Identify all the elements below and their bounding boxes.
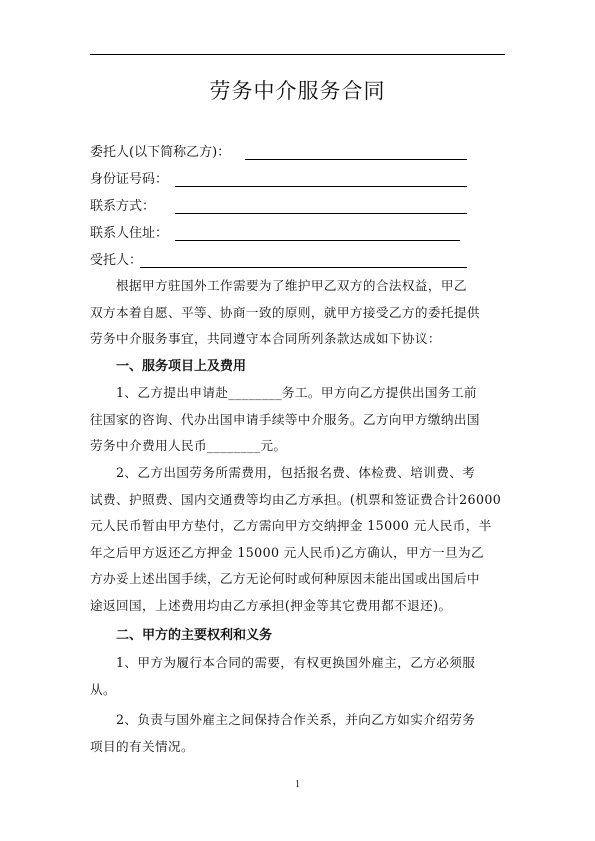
text-line: 元人民币暂由甲方垫付，乙方需向甲方交纳押金 15000 元人民币，半 — [90, 518, 492, 533]
text-line: 方办妥上述出国手续，乙方无论何时或何种原因未能出国或出国后中 — [90, 571, 480, 586]
fill-in-line[interactable] — [175, 186, 467, 187]
fill-in-line[interactable] — [140, 267, 467, 268]
field-id-number — [90, 170, 505, 190]
section-heading: 一、服务项目上及费用 — [116, 359, 247, 374]
text-line: 劳务中介费用人民币________元。 — [90, 438, 287, 453]
text-line: 往国家的咨询、代办出国申请手续等中介服务。乙方向甲方缴纳出国 — [90, 411, 480, 427]
field-label: 联系方式： — [90, 199, 156, 214]
text-line: 2、乙方出国劳务所需费用，包括报名费、体检费、培训费、考 — [116, 465, 476, 480]
document-title: 劳务中介服务合同 — [209, 79, 386, 103]
field-label: 身份证号码： — [90, 172, 169, 187]
text-line: 项目的有关情况。 — [90, 738, 194, 754]
field-label: 联系人住址： — [90, 226, 169, 241]
section-heading: 二、甲方的主要权利和义务 — [116, 628, 273, 643]
text-line: 从。 — [90, 681, 116, 697]
fill-in-line[interactable] — [245, 159, 467, 160]
page-number: 1 — [295, 779, 300, 790]
fill-in-line[interactable] — [175, 213, 467, 214]
text-line: 途返回国，上述费用均由乙方承担(押金等其它费用都不退还)。 — [90, 597, 452, 613]
fill-in-line[interactable] — [175, 240, 460, 241]
text-line: 试费、护照费、国内交通费等均由乙方承担。(机票和签证费合计26000 — [90, 491, 502, 507]
text-line: 年之后甲方返还乙方押金 15000 元人民币)乙方确认，甲方一旦为乙 — [90, 544, 485, 560]
text-line: 1、乙方提出申请赴________务工。甲方向乙方提供出国务工前 — [116, 385, 477, 400]
intro-paragraph — [90, 273, 505, 353]
field-client — [90, 143, 505, 163]
field-trustee — [90, 251, 505, 271]
field-address — [90, 224, 505, 244]
text-line: 双方本着自愿、平等、协商一致的原则，就甲方接受乙方的委托提供 — [90, 304, 480, 320]
clause-2-1 — [90, 650, 505, 703]
clause-1-2 — [90, 460, 505, 619]
text-line: 根据甲方驻国外工作需要为了维护甲乙双方的合法权益，甲乙 — [116, 278, 467, 293]
field-label: 受托人： — [90, 253, 143, 268]
clause-2-2 — [90, 707, 505, 760]
field-label: 委托人(以下简称乙方)： — [90, 145, 231, 160]
field-contact — [90, 197, 505, 217]
text-line: 1、甲方为履行本合同的需要，有权更换国外雇主，乙方必须服 — [116, 655, 476, 670]
clause-1-1 — [90, 380, 505, 460]
text-line: 劳务中介服务事宜，共同遵守本合同所列条款达成如下协议： — [90, 331, 441, 346]
header-rule — [90, 54, 505, 55]
text-line: 2、负责与国外雇主之间保持合作关系，并向乙方如实介绍劳务 — [116, 712, 476, 727]
